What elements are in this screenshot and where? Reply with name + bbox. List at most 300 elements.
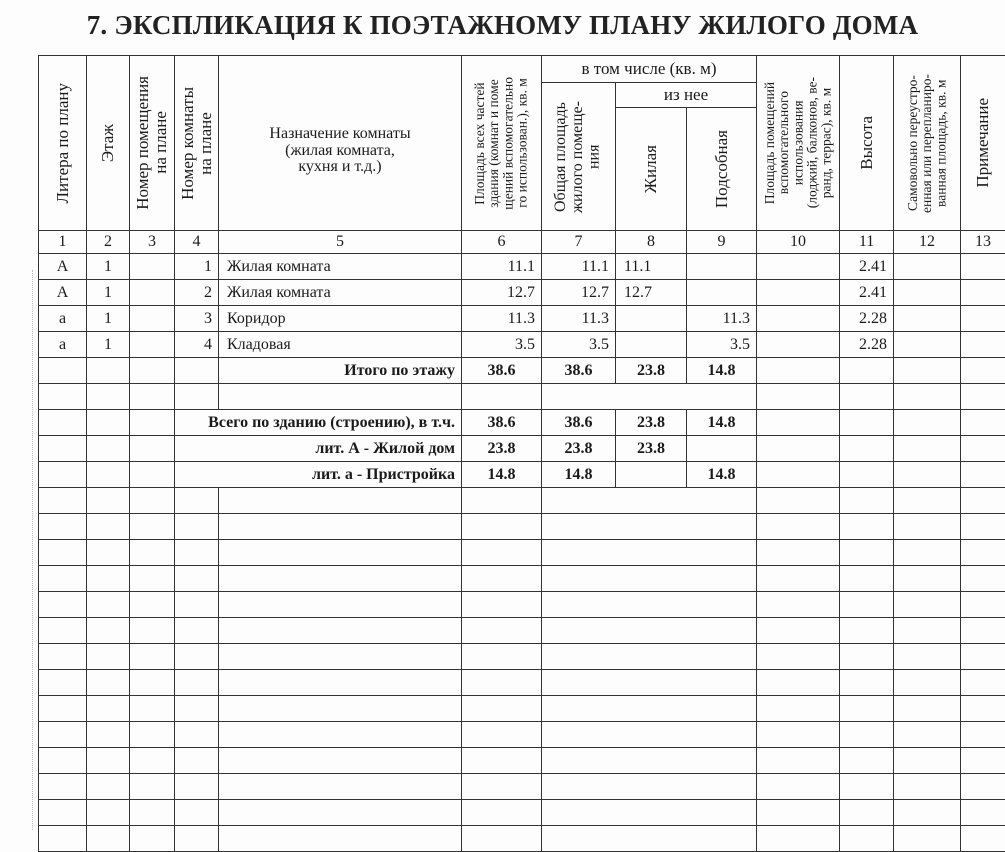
cell-floor: 1	[87, 332, 130, 358]
empty-cell	[87, 696, 130, 722]
total-auxiliary-area: 14.8	[687, 462, 757, 488]
cell-auxiliary-area	[687, 254, 757, 280]
cell-liter: а	[39, 306, 87, 332]
cell-liter	[39, 436, 87, 462]
empty-cell	[757, 540, 840, 566]
cell-premise-number	[130, 254, 175, 280]
page-title: 7. ЭКСПЛИКАЦИЯ К ПОЭТАЖНОМУ ПЛАНУ ЖИЛОГО ДОМА	[0, 10, 1005, 41]
empty-row	[39, 800, 1005, 826]
empty-cell	[87, 384, 130, 410]
empty-cell	[840, 618, 894, 644]
column-number: 4	[175, 231, 219, 254]
empty-cell	[757, 384, 840, 410]
empty-cell	[840, 592, 894, 618]
cell-premise-number	[130, 280, 175, 306]
empty-cell	[894, 774, 961, 800]
cell-auxiliary-area: 11.3	[687, 306, 757, 332]
cell-note	[961, 410, 1005, 436]
empty-cell	[130, 644, 175, 670]
cell-unauthorized-area	[894, 332, 961, 358]
header-room-number: Номер комнаты на плане	[175, 56, 219, 231]
cell-aux-use-area	[757, 306, 840, 332]
empty-cell	[219, 696, 462, 722]
empty-cell	[39, 800, 87, 826]
empty-cell	[462, 800, 542, 826]
empty-cell	[87, 800, 130, 826]
cell-note	[961, 332, 1005, 358]
empty-cell	[39, 670, 87, 696]
cell-unauthorized-area	[894, 462, 961, 488]
empty-cell	[87, 540, 130, 566]
cell-total-area: 11.3	[462, 306, 542, 332]
empty-cell	[130, 384, 175, 410]
empty-cell	[840, 644, 894, 670]
empty-cell	[840, 722, 894, 748]
empty-cell	[175, 748, 219, 774]
empty-cell	[175, 696, 219, 722]
empty-cell	[757, 722, 840, 748]
header-premise-number: Номер помещения на плане	[130, 56, 175, 231]
empty-cell	[87, 774, 130, 800]
empty-cell	[462, 774, 542, 800]
empty-cell	[757, 618, 840, 644]
column-number: 11	[840, 231, 894, 254]
empty-cell	[757, 644, 840, 670]
empty-cell	[757, 592, 840, 618]
empty-row	[39, 488, 1005, 514]
empty-cell	[840, 488, 894, 514]
empty-cell	[840, 540, 894, 566]
empty-row	[39, 748, 1005, 774]
empty-cell	[961, 488, 1005, 514]
cell-room-purpose: Кладовая	[219, 332, 462, 358]
empty-row	[39, 592, 1005, 618]
total-area: 38.6	[462, 358, 542, 384]
cell-note	[961, 280, 1005, 306]
empty-cell	[462, 696, 542, 722]
cell-living-area	[616, 332, 687, 358]
empty-cell	[87, 748, 130, 774]
cell-room-purpose: Жилая комната	[219, 280, 462, 306]
empty-cell	[130, 722, 175, 748]
cell-auxiliary-area: 3.5	[687, 332, 757, 358]
empty-row	[39, 670, 1005, 696]
cell-room-number	[175, 358, 219, 384]
empty-cell	[219, 488, 462, 514]
cell-total-area: 3.5	[462, 332, 542, 358]
empty-cell	[87, 670, 130, 696]
header-living-total-area: Общая площадь жилого помеще- ния	[542, 83, 616, 231]
cell-living-total-area: 3.5	[542, 332, 616, 358]
empty-cell	[757, 748, 840, 774]
empty-cell	[175, 540, 219, 566]
empty-cell	[894, 384, 961, 410]
column-number: 2	[87, 231, 130, 254]
empty-cell	[542, 384, 757, 410]
header-group-including: в том числе (кв. м)	[542, 56, 757, 83]
empty-cell	[219, 566, 462, 592]
cell-premise-number	[130, 332, 175, 358]
empty-cell	[462, 618, 542, 644]
cell-floor: 1	[87, 254, 130, 280]
empty-cell	[87, 514, 130, 540]
empty-cell	[130, 696, 175, 722]
empty-cell	[39, 722, 87, 748]
empty-cell	[894, 696, 961, 722]
empty-cell	[840, 696, 894, 722]
empty-cell	[87, 644, 130, 670]
empty-cell	[462, 488, 542, 514]
empty-cell	[542, 644, 757, 670]
empty-cell	[219, 514, 462, 540]
total-area: 23.8	[462, 436, 542, 462]
empty-cell	[542, 540, 757, 566]
explication-table	[38, 55, 1005, 852]
table-row	[39, 332, 1005, 358]
cell-premise-number	[130, 306, 175, 332]
total-auxiliary-area: 14.8	[687, 410, 757, 436]
empty-cell	[961, 722, 1005, 748]
header-group-of-which: из нее	[616, 83, 757, 108]
building-total-row	[39, 462, 1005, 488]
cell-auxiliary-area	[687, 280, 757, 306]
empty-cell	[961, 696, 1005, 722]
total-auxiliary-area: 14.8	[687, 358, 757, 384]
cell-height	[840, 358, 894, 384]
empty-row	[39, 774, 1005, 800]
empty-cell	[840, 384, 894, 410]
cell-unauthorized-area	[894, 358, 961, 384]
empty-cell	[462, 748, 542, 774]
cell-aux-use-area	[757, 332, 840, 358]
total-label: Итого по этажу	[219, 358, 462, 384]
cell-room-number: 1	[175, 254, 219, 280]
empty-cell	[542, 566, 757, 592]
cell-living-area	[616, 306, 687, 332]
empty-cell	[894, 644, 961, 670]
empty-cell	[542, 722, 757, 748]
cell-aux-use-area	[757, 254, 840, 280]
cell-unauthorized-area	[894, 306, 961, 332]
cell-liter	[39, 358, 87, 384]
empty-cell	[219, 774, 462, 800]
empty-cell	[462, 592, 542, 618]
empty-row	[39, 618, 1005, 644]
empty-cell	[462, 670, 542, 696]
table-row	[39, 280, 1005, 306]
total-living-total-area: 14.8	[542, 462, 616, 488]
cell-living-area: 12.7	[616, 280, 687, 306]
empty-cell	[757, 566, 840, 592]
cell-floor	[87, 436, 130, 462]
empty-cell	[175, 800, 219, 826]
empty-cell	[542, 748, 757, 774]
column-number: 9	[687, 231, 757, 254]
empty-cell	[130, 566, 175, 592]
total-living-total-area: 23.8	[542, 436, 616, 462]
spacer-row	[39, 384, 1005, 410]
cell-total-area: 11.1	[462, 254, 542, 280]
empty-cell	[39, 384, 87, 410]
empty-cell	[542, 696, 757, 722]
empty-cell	[175, 644, 219, 670]
header-liter: Литера по плану	[39, 56, 87, 231]
cell-height: 2.41	[840, 280, 894, 306]
empty-cell	[175, 670, 219, 696]
empty-cell	[894, 514, 961, 540]
cell-premise-number	[130, 462, 175, 488]
header-auxiliary: Подсобная	[687, 108, 757, 231]
empty-cell	[462, 644, 542, 670]
empty-cell	[219, 670, 462, 696]
total-area: 14.8	[462, 462, 542, 488]
cell-note	[961, 436, 1005, 462]
empty-row	[39, 696, 1005, 722]
column-number: 13	[961, 231, 1005, 254]
empty-cell	[175, 514, 219, 540]
empty-cell	[130, 592, 175, 618]
cell-aux-use-area	[757, 358, 840, 384]
cell-unauthorized-area	[894, 436, 961, 462]
empty-cell	[961, 670, 1005, 696]
empty-cell	[840, 514, 894, 540]
cell-liter: а	[39, 332, 87, 358]
header-room-purpose: Назначение комнаты (жилая комната, кухня и т.д.)	[219, 56, 462, 231]
empty-cell	[87, 592, 130, 618]
floor-total-row	[39, 358, 1005, 384]
empty-cell	[130, 800, 175, 826]
empty-cell	[894, 800, 961, 826]
cell-living-total-area: 11.3	[542, 306, 616, 332]
empty-cell	[894, 488, 961, 514]
cell-height	[840, 462, 894, 488]
total-living-area: 23.8	[616, 358, 687, 384]
cell-height	[840, 436, 894, 462]
empty-row	[39, 514, 1005, 540]
empty-cell	[894, 670, 961, 696]
cell-room-purpose: Коридор	[219, 306, 462, 332]
empty-cell	[39, 592, 87, 618]
empty-cell	[840, 670, 894, 696]
empty-row	[39, 722, 1005, 748]
cell-height	[840, 410, 894, 436]
cell-floor	[87, 358, 130, 384]
cell-note	[961, 462, 1005, 488]
cell-unauthorized-area	[894, 280, 961, 306]
empty-cell	[87, 566, 130, 592]
empty-cell	[961, 618, 1005, 644]
empty-row	[39, 644, 1005, 670]
total-living-total-area: 38.6	[542, 358, 616, 384]
empty-cell	[87, 618, 130, 644]
column-numbers-row	[39, 231, 1005, 254]
cell-height: 2.41	[840, 254, 894, 280]
cell-aux-use-area	[757, 280, 840, 306]
empty-cell	[175, 592, 219, 618]
empty-cell	[894, 722, 961, 748]
empty-cell	[894, 618, 961, 644]
empty-cell	[130, 618, 175, 644]
empty-cell	[130, 774, 175, 800]
cell-liter	[39, 462, 87, 488]
empty-cell	[961, 644, 1005, 670]
total-living-area: 23.8	[616, 410, 687, 436]
total-auxiliary-area	[687, 436, 757, 462]
cell-liter: А	[39, 280, 87, 306]
empty-cell	[542, 774, 757, 800]
table-row	[39, 306, 1005, 332]
empty-cell	[757, 800, 840, 826]
empty-cell	[219, 384, 462, 410]
empty-cell	[462, 384, 542, 410]
empty-cell	[462, 514, 542, 540]
empty-cell	[961, 384, 1005, 410]
column-number: 7	[542, 231, 616, 254]
header-note: Примечание	[961, 56, 1005, 231]
empty-cell	[961, 592, 1005, 618]
empty-cell	[39, 618, 87, 644]
empty-cell	[130, 488, 175, 514]
empty-row	[39, 566, 1005, 592]
header-aux-use-area: Площадь помещений вспомогательного использования (лоджий, балконов, ве- ранд, террас), кв. м	[757, 56, 840, 231]
cell-living-total-area: 11.1	[542, 254, 616, 280]
empty-cell	[175, 618, 219, 644]
empty-cell	[542, 514, 757, 540]
cell-floor: 1	[87, 306, 130, 332]
empty-cell	[39, 644, 87, 670]
empty-cell	[757, 774, 840, 800]
empty-cell	[130, 670, 175, 696]
cell-premise-number	[130, 436, 175, 462]
column-number: 3	[130, 231, 175, 254]
empty-cell	[219, 644, 462, 670]
empty-cell	[219, 722, 462, 748]
empty-cell	[542, 800, 757, 826]
header-total-area: Площадь всех частей здания (комнат и поме щений вспомогательно го использован.), кв. м	[462, 56, 542, 231]
empty-cell	[175, 566, 219, 592]
cell-floor: 1	[87, 280, 130, 306]
empty-cell	[39, 488, 87, 514]
total-living-area	[616, 462, 687, 488]
empty-cell	[757, 696, 840, 722]
empty-cell	[840, 774, 894, 800]
empty-cell	[542, 592, 757, 618]
empty-cell	[840, 748, 894, 774]
empty-cell	[219, 540, 462, 566]
column-number: 12	[894, 231, 961, 254]
cell-total-area: 12.7	[462, 280, 542, 306]
empty-cell	[894, 748, 961, 774]
empty-cell	[39, 514, 87, 540]
column-number: 10	[757, 231, 840, 254]
cell-height: 2.28	[840, 332, 894, 358]
empty-cell	[219, 748, 462, 774]
empty-cell	[130, 748, 175, 774]
empty-cell	[840, 800, 894, 826]
empty-cell	[175, 384, 219, 410]
cell-aux-use-area	[757, 462, 840, 488]
empty-cell	[961, 566, 1005, 592]
empty-cell	[757, 670, 840, 696]
empty-cell	[87, 722, 130, 748]
empty-cell	[39, 748, 87, 774]
empty-cell	[961, 540, 1005, 566]
header-living: Жилая	[616, 108, 687, 231]
empty-cell	[462, 566, 542, 592]
cell-liter: А	[39, 254, 87, 280]
total-label: лит. А - Жилой дом	[175, 436, 462, 462]
empty-cell	[961, 748, 1005, 774]
building-total-row	[39, 436, 1005, 462]
cell-room-number: 3	[175, 306, 219, 332]
empty-cell	[130, 514, 175, 540]
empty-cell	[175, 722, 219, 748]
cell-living-area: 11.1	[616, 254, 687, 280]
empty-cell	[219, 592, 462, 618]
column-number: 8	[616, 231, 687, 254]
empty-cell	[39, 774, 87, 800]
cell-liter	[39, 410, 87, 436]
empty-cell	[757, 488, 840, 514]
cell-room-number: 4	[175, 332, 219, 358]
empty-cell	[894, 592, 961, 618]
empty-cell	[542, 670, 757, 696]
column-number: 5	[219, 231, 462, 254]
cell-aux-use-area	[757, 436, 840, 462]
cell-room-number: 2	[175, 280, 219, 306]
building-total-row	[39, 410, 1005, 436]
table-row	[39, 254, 1005, 280]
header-floor: Этаж	[87, 56, 130, 231]
empty-cell	[219, 800, 462, 826]
column-number: 1	[39, 231, 87, 254]
column-number: 6	[462, 231, 542, 254]
empty-cell	[39, 540, 87, 566]
cell-premise-number	[130, 410, 175, 436]
cell-floor	[87, 410, 130, 436]
empty-cell	[961, 514, 1005, 540]
total-living-area: 23.8	[616, 436, 687, 462]
empty-cell	[757, 514, 840, 540]
header-unauthorized-area: Самовольно переустро- енная или перепланиро- ванная площадь, кв. м	[894, 56, 961, 231]
cell-height: 2.28	[840, 306, 894, 332]
empty-cell	[87, 488, 130, 514]
cell-note	[961, 254, 1005, 280]
scan-margin-dots	[32, 270, 33, 830]
empty-cell	[175, 488, 219, 514]
empty-cell	[894, 566, 961, 592]
cell-living-total-area: 12.7	[542, 280, 616, 306]
cell-note	[961, 306, 1005, 332]
total-label: лит. а - Пристройка	[175, 462, 462, 488]
empty-cell	[130, 540, 175, 566]
empty-cell	[542, 488, 757, 514]
total-label: Всего по зданию (строению), в т.ч.	[175, 410, 462, 436]
empty-cell	[961, 774, 1005, 800]
empty-cell	[462, 540, 542, 566]
cell-note	[961, 358, 1005, 384]
header-height: Высота	[840, 56, 894, 231]
cell-unauthorized-area	[894, 410, 961, 436]
empty-cell	[219, 618, 462, 644]
empty-cell	[542, 618, 757, 644]
cell-aux-use-area	[757, 410, 840, 436]
cell-room-purpose: Жилая комната	[219, 254, 462, 280]
empty-cell	[175, 774, 219, 800]
cell-floor	[87, 462, 130, 488]
empty-cell	[840, 566, 894, 592]
empty-cell	[961, 800, 1005, 826]
